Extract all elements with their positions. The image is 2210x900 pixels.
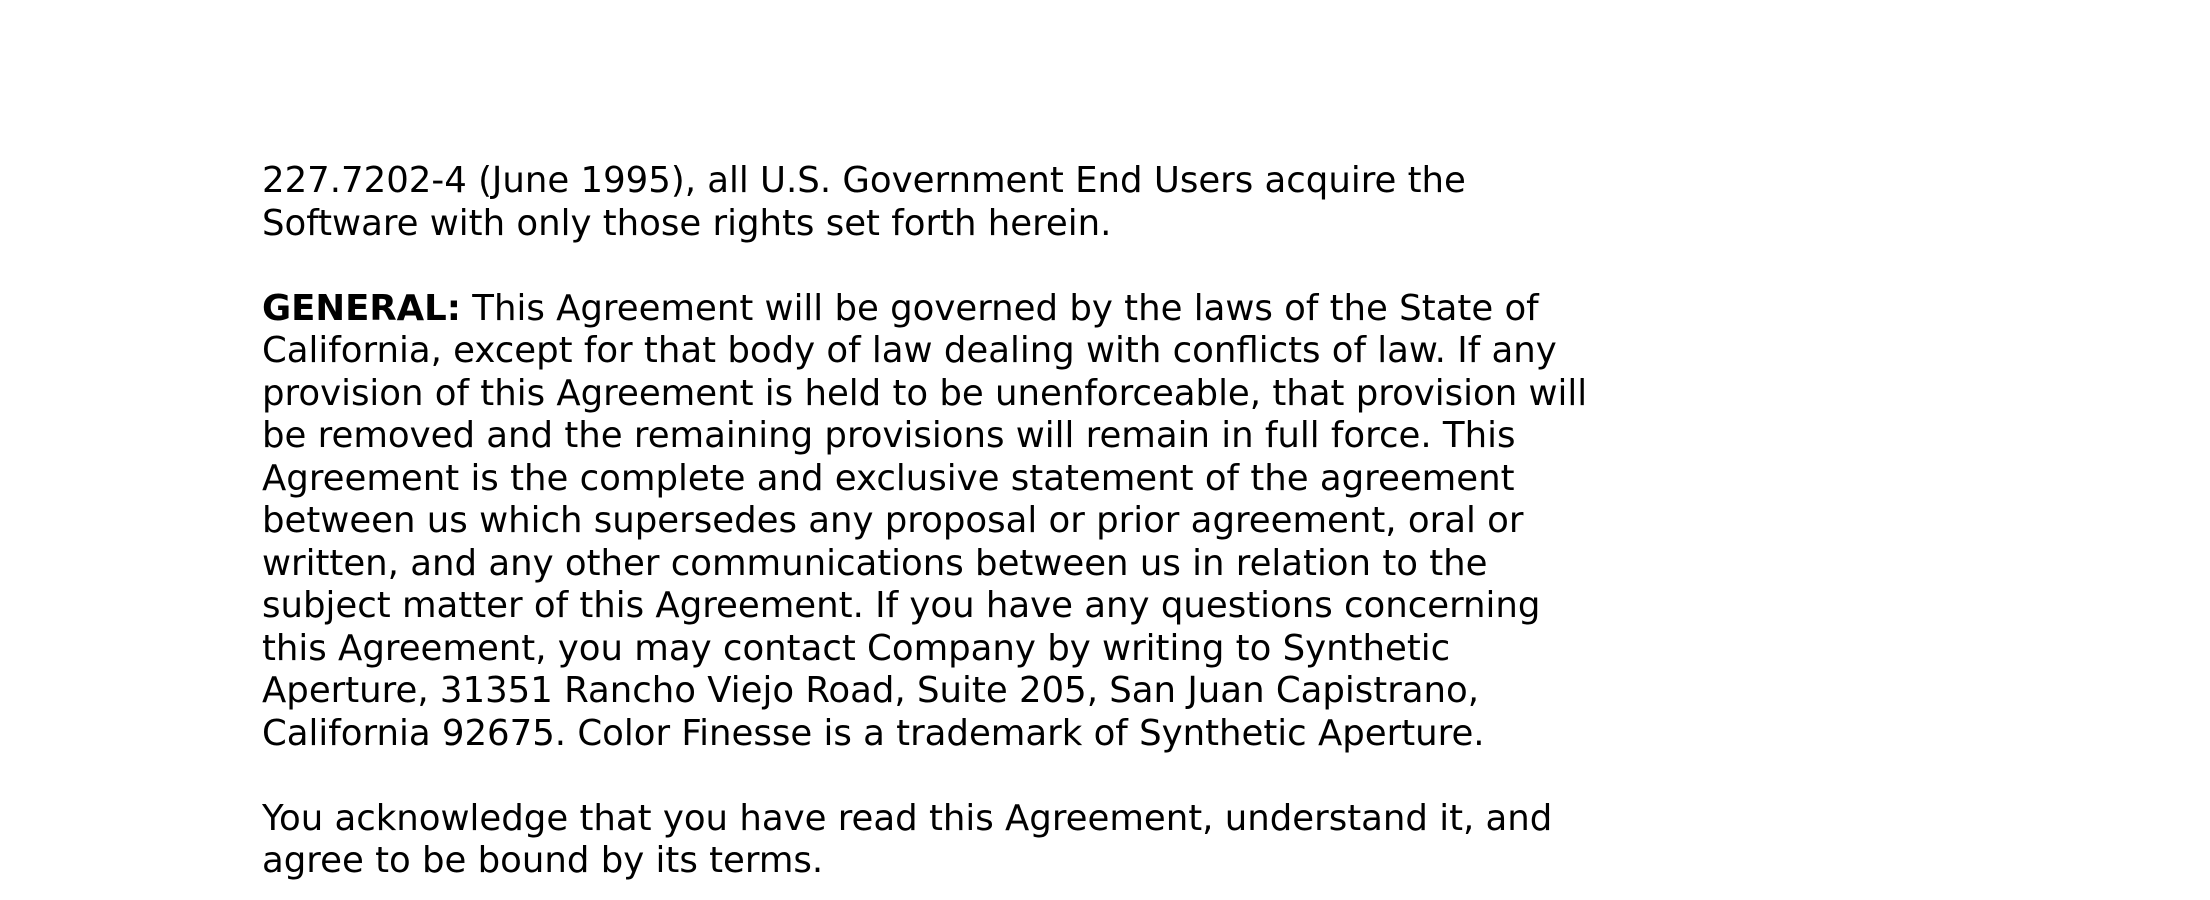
text-line: Aperture, 31351 Rancho Viejo Road, Suite 205, San Juan Capistrano, bbox=[262, 670, 1480, 711]
text-line: California, except for that body of law dealing with conflicts of law. If any bbox=[262, 330, 1557, 371]
text-line: agree to be bound by its terms. bbox=[262, 840, 824, 881]
text-line: provision of this Agreement is held to be unenforceable, that provision will bbox=[262, 372, 1588, 414]
general-heading: GENERAL: bbox=[262, 287, 461, 329]
general-first-line-text: This Agreement will be governed by the laws of the State of bbox=[460, 287, 1539, 329]
text-line: be removed and the remaining provisions will remain in full force. This bbox=[262, 415, 1516, 456]
text-line: between us which supersedes any proposal or prior agreement, oral or bbox=[262, 500, 1524, 541]
text-line: California 92675. Color Finesse is a trademark of Synthetic Aperture. bbox=[262, 712, 1485, 754]
text-line: this Agreement, you may contact Company by writing to Synthetic bbox=[262, 627, 1451, 669]
text-line: subject matter of this Agreement. If you have any questions concerning bbox=[262, 585, 1541, 626]
government-rights-paragraph bbox=[262, 160, 1682, 245]
text-line: Software with only those rights set forth herein. bbox=[262, 202, 1112, 244]
text-line bbox=[262, 288, 1682, 331]
text-line: You acknowledge that you have read this Agreement, understand it, and bbox=[262, 797, 1553, 839]
general-paragraph bbox=[262, 288, 1682, 756]
acknowledgement-paragraph bbox=[262, 798, 1682, 883]
license-document bbox=[262, 160, 1682, 883]
text-line: 227.7202-4 (June 1995), all U.S. Government End Users acquire the bbox=[262, 160, 1466, 201]
text-line: Agreement is the complete and exclusive statement of the agreement bbox=[262, 457, 1515, 499]
text-line: written, and any other communications between us in relation to the bbox=[262, 542, 1488, 584]
